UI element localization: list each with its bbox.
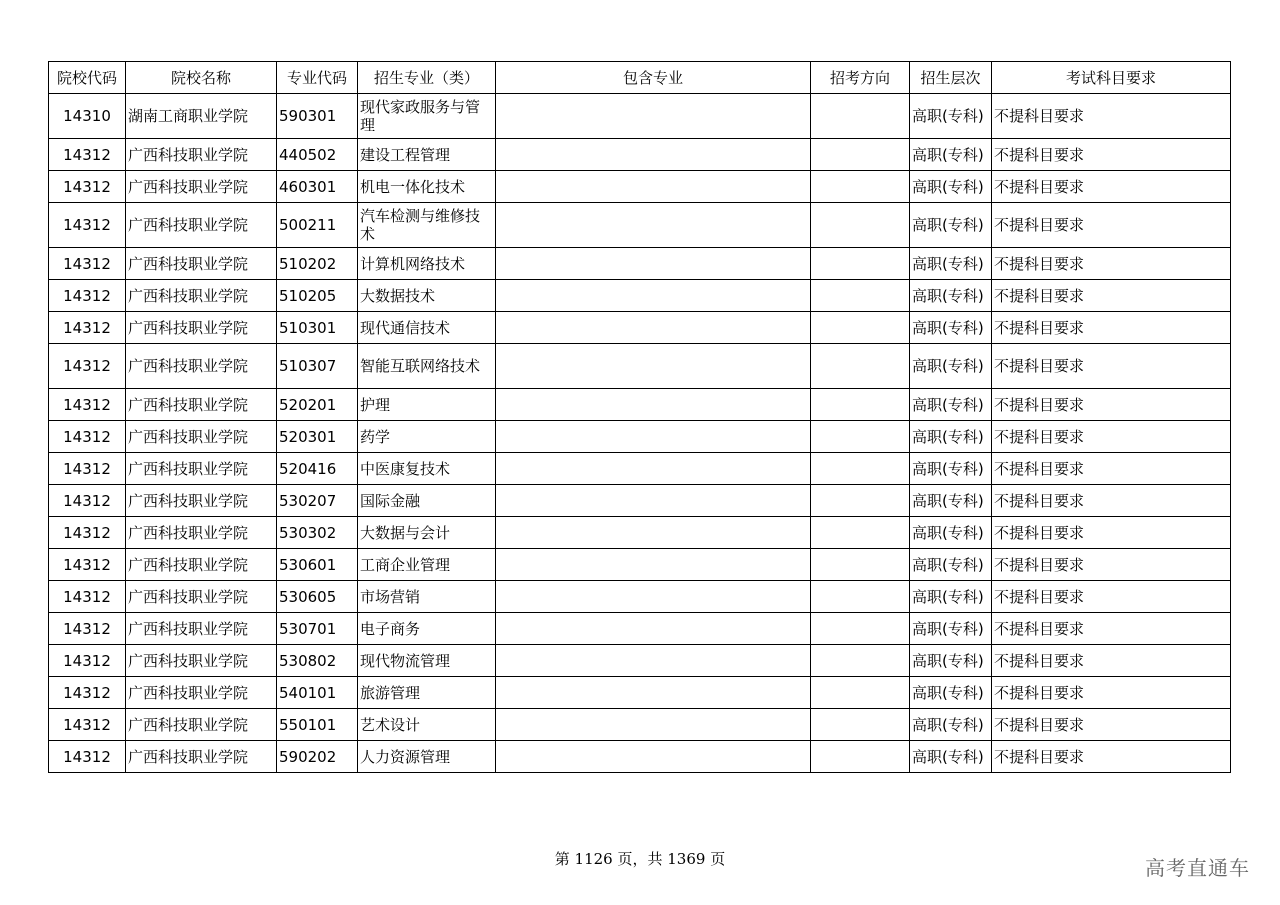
cell-direction	[811, 421, 910, 453]
cell-school-code: 14312	[49, 453, 126, 485]
table-row	[49, 389, 1231, 421]
cell-major-code: 540101	[277, 677, 358, 709]
admissions-table	[48, 61, 1231, 773]
cell-level: 高职(专科)	[910, 485, 992, 517]
table-row	[49, 741, 1231, 773]
cell-requirement: 不提科目要求	[992, 344, 1231, 389]
cell-school-name: 广西科技职业学院	[126, 139, 277, 171]
cell-direction	[811, 203, 910, 248]
cell-direction	[811, 485, 910, 517]
cell-direction	[811, 94, 910, 139]
table-row	[49, 248, 1231, 280]
table-row	[49, 312, 1231, 344]
cell-major: 现代通信技术	[358, 312, 496, 344]
cell-requirement: 不提科目要求	[992, 139, 1231, 171]
table-row	[49, 613, 1231, 645]
cell-school-name: 广西科技职业学院	[126, 581, 277, 613]
cell-level: 高职(专科)	[910, 344, 992, 389]
cell-school-code: 14312	[49, 709, 126, 741]
cell-major-code: 530207	[277, 485, 358, 517]
table-row	[49, 677, 1231, 709]
header-included-majors: 包含专业	[496, 62, 811, 94]
cell-major-code: 510301	[277, 312, 358, 344]
cell-school-name: 广西科技职业学院	[126, 613, 277, 645]
cell-major: 计算机网络技术	[358, 248, 496, 280]
cell-requirement: 不提科目要求	[992, 517, 1231, 549]
cell-major-code: 590301	[277, 94, 358, 139]
table-row	[49, 171, 1231, 203]
cell-major: 艺术设计	[358, 709, 496, 741]
cell-major: 现代家政服务与管理	[358, 94, 496, 139]
cell-level: 高职(专科)	[910, 741, 992, 773]
cell-major-code: 510202	[277, 248, 358, 280]
cell-school-name: 广西科技职业学院	[126, 517, 277, 549]
cell-major: 中医康复技术	[358, 453, 496, 485]
table-row	[49, 94, 1231, 139]
cell-included-majors	[496, 389, 811, 421]
cell-school-code: 14312	[49, 389, 126, 421]
header-major-code: 专业代码	[277, 62, 358, 94]
cell-included-majors	[496, 517, 811, 549]
cell-school-name: 广西科技职业学院	[126, 312, 277, 344]
cell-major-code: 530802	[277, 645, 358, 677]
cell-direction	[811, 389, 910, 421]
cell-direction	[811, 741, 910, 773]
cell-included-majors	[496, 741, 811, 773]
table-row	[49, 344, 1231, 389]
cell-school-name: 广西科技职业学院	[126, 203, 277, 248]
cell-requirement: 不提科目要求	[992, 709, 1231, 741]
cell-school-code: 14312	[49, 344, 126, 389]
cell-major: 护理	[358, 389, 496, 421]
cell-direction	[811, 139, 910, 171]
cell-included-majors	[496, 203, 811, 248]
cell-major: 智能互联网络技术	[358, 344, 496, 389]
cell-requirement: 不提科目要求	[992, 453, 1231, 485]
cell-direction	[811, 344, 910, 389]
cell-level: 高职(专科)	[910, 203, 992, 248]
cell-school-code: 14312	[49, 248, 126, 280]
table-row	[49, 645, 1231, 677]
cell-included-majors	[496, 171, 811, 203]
cell-level: 高职(专科)	[910, 709, 992, 741]
cell-requirement: 不提科目要求	[992, 581, 1231, 613]
cell-level: 高职(专科)	[910, 613, 992, 645]
table-row	[49, 203, 1231, 248]
cell-major-code: 530601	[277, 549, 358, 581]
cell-school-code: 14312	[49, 171, 126, 203]
cell-included-majors	[496, 312, 811, 344]
cell-major-code: 460301	[277, 171, 358, 203]
cell-major-code: 510307	[277, 344, 358, 389]
header-school-code: 院校代码	[49, 62, 126, 94]
cell-school-name: 湖南工商职业学院	[126, 94, 277, 139]
cell-major-code: 440502	[277, 139, 358, 171]
cell-major-code: 520416	[277, 453, 358, 485]
table-row	[49, 709, 1231, 741]
cell-level: 高职(专科)	[910, 581, 992, 613]
table-row	[49, 485, 1231, 517]
cell-level: 高职(专科)	[910, 549, 992, 581]
cell-direction	[811, 645, 910, 677]
cell-direction	[811, 709, 910, 741]
cell-major-code: 530302	[277, 517, 358, 549]
cell-level: 高职(专科)	[910, 421, 992, 453]
cell-included-majors	[496, 421, 811, 453]
cell-requirement: 不提科目要求	[992, 389, 1231, 421]
table-row	[49, 421, 1231, 453]
cell-direction	[811, 453, 910, 485]
cell-level: 高职(专科)	[910, 248, 992, 280]
cell-major-code: 530605	[277, 581, 358, 613]
cell-school-code: 14312	[49, 741, 126, 773]
watermark: 高考直通车	[1145, 856, 1250, 880]
cell-requirement: 不提科目要求	[992, 312, 1231, 344]
cell-direction	[811, 613, 910, 645]
cell-school-code: 14312	[49, 645, 126, 677]
cell-requirement: 不提科目要求	[992, 171, 1231, 203]
cell-school-code: 14312	[49, 312, 126, 344]
cell-major-code: 520301	[277, 421, 358, 453]
table-row	[49, 549, 1231, 581]
header-direction: 招考方向	[811, 62, 910, 94]
cell-level: 高职(专科)	[910, 94, 992, 139]
table-row	[49, 581, 1231, 613]
cell-requirement: 不提科目要求	[992, 613, 1231, 645]
cell-included-majors	[496, 677, 811, 709]
cell-school-name: 广西科技职业学院	[126, 344, 277, 389]
cell-included-majors	[496, 248, 811, 280]
table-row	[49, 517, 1231, 549]
cell-school-code: 14312	[49, 549, 126, 581]
table-row	[49, 139, 1231, 171]
header-major: 招生专业（类）	[358, 62, 496, 94]
header-level: 招生层次	[910, 62, 992, 94]
cell-school-name: 广西科技职业学院	[126, 485, 277, 517]
cell-school-name: 广西科技职业学院	[126, 549, 277, 581]
table-row	[49, 453, 1231, 485]
cell-major-code: 530701	[277, 613, 358, 645]
page-number: 第 1126 页，共 1369 页	[554, 850, 726, 868]
cell-requirement: 不提科目要求	[992, 549, 1231, 581]
cell-major: 现代物流管理	[358, 645, 496, 677]
cell-level: 高职(专科)	[910, 171, 992, 203]
cell-major: 药学	[358, 421, 496, 453]
cell-included-majors	[496, 581, 811, 613]
cell-level: 高职(专科)	[910, 139, 992, 171]
cell-level: 高职(专科)	[910, 517, 992, 549]
cell-school-code: 14312	[49, 203, 126, 248]
cell-requirement: 不提科目要求	[992, 421, 1231, 453]
cell-school-code: 14312	[49, 485, 126, 517]
cell-direction	[811, 280, 910, 312]
cell-included-majors	[496, 453, 811, 485]
cell-school-name: 广西科技职业学院	[126, 171, 277, 203]
cell-school-name: 广西科技职业学院	[126, 741, 277, 773]
cell-direction	[811, 677, 910, 709]
cell-major-code: 500211	[277, 203, 358, 248]
cell-included-majors	[496, 613, 811, 645]
cell-major: 旅游管理	[358, 677, 496, 709]
cell-major-code: 520201	[277, 389, 358, 421]
cell-major-code: 550101	[277, 709, 358, 741]
cell-school-code: 14312	[49, 280, 126, 312]
cell-level: 高职(专科)	[910, 312, 992, 344]
cell-school-code: 14312	[49, 139, 126, 171]
cell-major-code: 510205	[277, 280, 358, 312]
cell-level: 高职(专科)	[910, 453, 992, 485]
cell-major: 大数据技术	[358, 280, 496, 312]
cell-direction	[811, 171, 910, 203]
cell-requirement: 不提科目要求	[992, 485, 1231, 517]
cell-school-code: 14312	[49, 677, 126, 709]
cell-school-name: 广西科技职业学院	[126, 280, 277, 312]
cell-requirement: 不提科目要求	[992, 280, 1231, 312]
cell-level: 高职(专科)	[910, 645, 992, 677]
cell-direction	[811, 517, 910, 549]
cell-requirement: 不提科目要求	[992, 677, 1231, 709]
cell-major: 国际金融	[358, 485, 496, 517]
table-body	[49, 94, 1231, 773]
cell-school-name: 广西科技职业学院	[126, 677, 277, 709]
cell-major: 工商企业管理	[358, 549, 496, 581]
cell-school-name: 广西科技职业学院	[126, 389, 277, 421]
cell-direction	[811, 549, 910, 581]
cell-major: 人力资源管理	[358, 741, 496, 773]
cell-included-majors	[496, 344, 811, 389]
cell-school-code: 14312	[49, 517, 126, 549]
cell-included-majors	[496, 485, 811, 517]
cell-included-majors	[496, 645, 811, 677]
cell-school-name: 广西科技职业学院	[126, 645, 277, 677]
cell-major: 汽车检测与维修技术	[358, 203, 496, 248]
cell-requirement: 不提科目要求	[992, 94, 1231, 139]
cell-major-code: 590202	[277, 741, 358, 773]
cell-direction	[811, 581, 910, 613]
cell-major: 机电一体化技术	[358, 171, 496, 203]
cell-level: 高职(专科)	[910, 389, 992, 421]
table-header-row	[49, 62, 1231, 94]
header-school-name: 院校名称	[126, 62, 277, 94]
cell-major: 市场营销	[358, 581, 496, 613]
cell-included-majors	[496, 709, 811, 741]
cell-major: 电子商务	[358, 613, 496, 645]
cell-level: 高职(专科)	[910, 280, 992, 312]
cell-requirement: 不提科目要求	[992, 203, 1231, 248]
cell-major: 大数据与会计	[358, 517, 496, 549]
header-requirement: 考试科目要求	[992, 62, 1231, 94]
cell-school-name: 广西科技职业学院	[126, 453, 277, 485]
cell-direction	[811, 248, 910, 280]
cell-level: 高职(专科)	[910, 677, 992, 709]
cell-major: 建设工程管理	[358, 139, 496, 171]
cell-school-code: 14312	[49, 421, 126, 453]
cell-school-name: 广西科技职业学院	[126, 709, 277, 741]
cell-school-name: 广西科技职业学院	[126, 248, 277, 280]
table-row	[49, 280, 1231, 312]
cell-direction	[811, 312, 910, 344]
cell-requirement: 不提科目要求	[992, 741, 1231, 773]
cell-included-majors	[496, 549, 811, 581]
cell-school-code: 14312	[49, 613, 126, 645]
cell-included-majors	[496, 94, 811, 139]
cell-school-code: 14310	[49, 94, 126, 139]
cell-requirement: 不提科目要求	[992, 248, 1231, 280]
cell-included-majors	[496, 139, 811, 171]
cell-school-name: 广西科技职业学院	[126, 421, 277, 453]
cell-school-code: 14312	[49, 581, 126, 613]
cell-requirement: 不提科目要求	[992, 645, 1231, 677]
cell-included-majors	[496, 280, 811, 312]
